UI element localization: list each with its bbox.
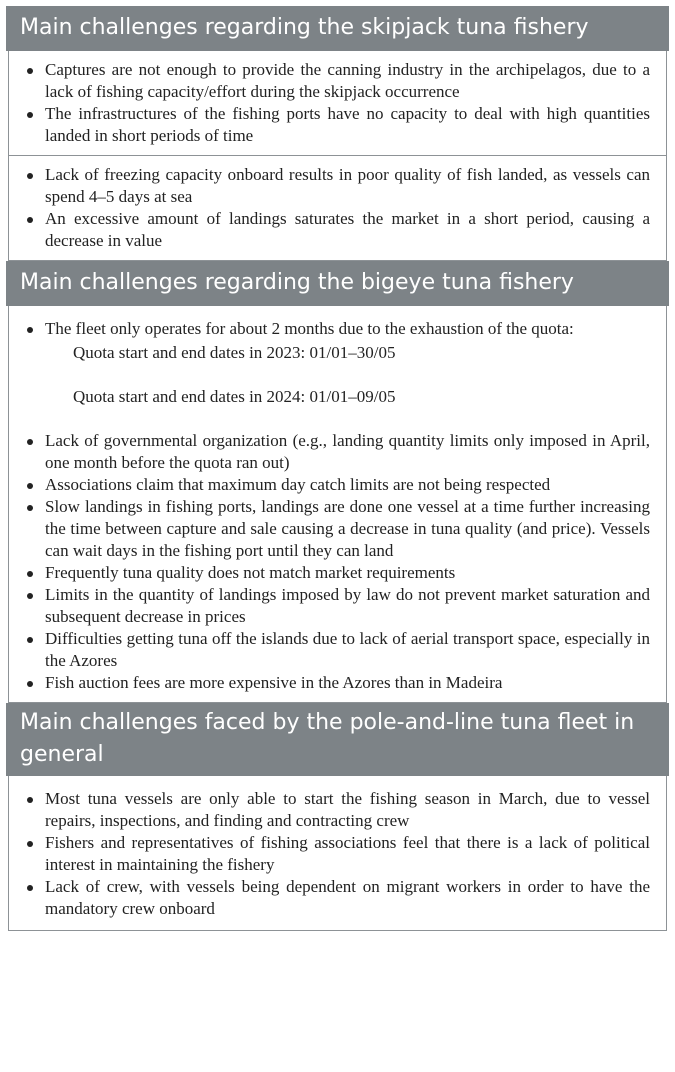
bullet-icon: [27, 681, 33, 687]
section-body-pole-and-line: [8, 776, 667, 931]
section-header-bigeye: [6, 261, 669, 306]
section-title: Main challenges faced by the pole-and-line tuna fleet in general: [20, 710, 635, 767]
list-item: Limits in the quantity of landings imposed by law do not prevent market saturation and subsequent decrease in prices: [25, 584, 650, 628]
quota-dates-2023: Quota start and end dates in 2023: 01/01–30/05: [73, 343, 396, 362]
bullet-icon: [27, 173, 33, 179]
bullet-icon: [27, 327, 33, 333]
section-body-skipjack: [8, 51, 667, 261]
challenge-group: [9, 51, 666, 155]
bullet-icon: [27, 637, 33, 643]
section-header-skipjack: [6, 6, 669, 51]
challenges-table: [6, 6, 669, 931]
list-item: Lack of governmental organization (e.g., landing quantity limits only imposed in April, one month before the quota ran out): [25, 430, 650, 474]
list-item: Frequently tuna quality does not match market requirements: [25, 562, 650, 584]
bullet-icon: [27, 439, 33, 445]
bullet-icon: [27, 593, 33, 599]
list-item: Fishers and representatives of fishing associations feel that there is a lack of political interest in maintaining the fishery: [25, 832, 650, 876]
bullet-icon: [27, 217, 33, 223]
list-item: Lack of crew, with vessels being dependent on migrant workers in order to have the mandatory crew onboard: [25, 876, 650, 920]
list-item: Fish auction fees are more expensive in the Azores than in Madeira: [25, 672, 650, 694]
list-item: Slow landings in fishing ports, landings are done one vessel at a time further increasing the time between capture and sale causing a decrease in tuna quality (and price). Vessels can wait days in the fishing port until they can land: [25, 496, 650, 562]
list-item: Difficulties getting tuna off the islands due to lack of aerial transport space, especially in the Azores: [25, 628, 650, 672]
bullet-icon: [27, 483, 33, 489]
list-item: Associations claim that maximum day catch limits are not being respected: [25, 474, 650, 496]
list-item: Most tuna vessels are only able to start the fishing season in March, due to vessel repairs, inspections, and finding and contracting crew: [25, 788, 650, 832]
section-header-pole-and-line: [6, 703, 669, 776]
bullet-icon: [27, 68, 33, 74]
bullet-icon: [27, 797, 33, 803]
challenge-group: [9, 155, 666, 260]
bullet-icon: [27, 885, 33, 891]
list-item: An excessive amount of landings saturates the market in a short period, causing a decrease in value: [25, 208, 650, 252]
section-title: Main challenges regarding the skipjack tuna fishery: [20, 15, 589, 40]
list-item: Captures are not enough to provide the canning industry in the archipelagos, due to a lack of fishing capacity/effort during the skipjack occurrence: [25, 59, 650, 103]
bullet-icon: [27, 841, 33, 847]
bullet-icon: [27, 112, 33, 118]
challenge-group: [9, 776, 666, 930]
bullet-icon: [27, 571, 33, 577]
list-item: Lack of freezing capacity onboard results in poor quality of fish landed, as vessels can spend 4–5 days at sea: [25, 164, 650, 208]
list-item: The fleet only operates for about 2 months due to the exhaustion of the quota:: [25, 318, 650, 340]
quota-dates-2024: Quota start and end dates in 2024: 01/01–09/05: [73, 387, 396, 406]
list-item: The infrastructures of the fishing ports have no capacity to deal with high quantities landed in short periods of time: [25, 103, 650, 147]
challenge-group: [9, 306, 666, 702]
section-title: Main challenges regarding the bigeye tuna fishery: [20, 270, 574, 295]
section-body-bigeye: [8, 306, 667, 703]
bullet-icon: [27, 505, 33, 511]
